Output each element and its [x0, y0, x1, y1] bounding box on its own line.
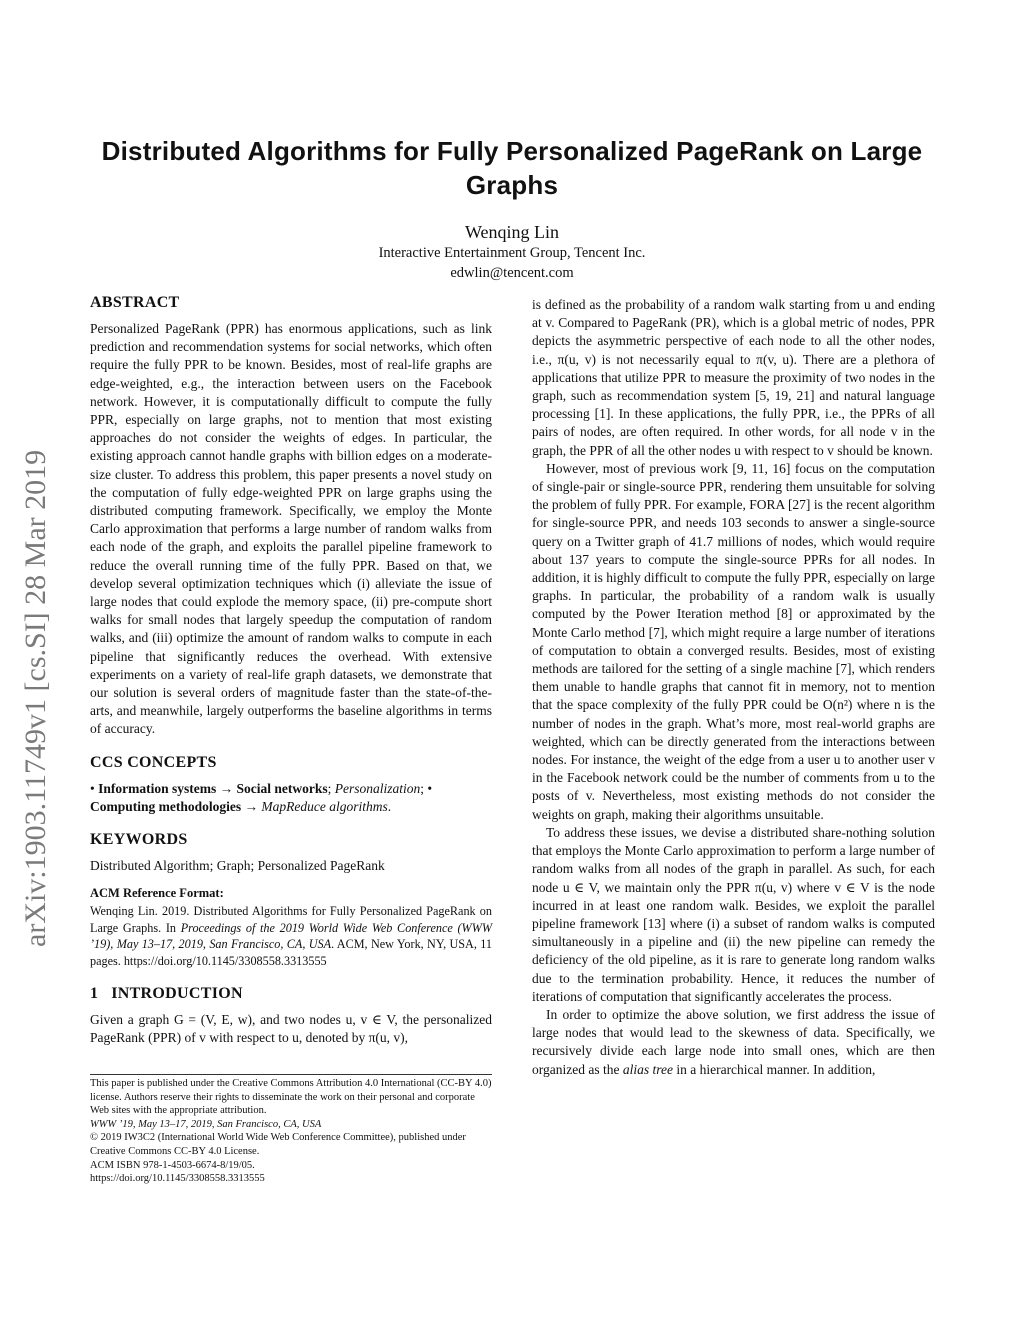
ccs-item1-main: Information systems → Social networks [98, 780, 328, 796]
right-paragraph-4-part2: in a hierarchical manner. In addition, [672, 1061, 876, 1077]
author-name: Wenqing Lin [464, 222, 560, 242]
footnote-conference: WWW ’19, May 13–17, 2019, San Francisco, CA, USA [90, 1118, 322, 1130]
ccs-item2-main: Computing methodologies → [90, 798, 262, 814]
author-affiliation: Interactive Entertainment Group, Tencent Inc. [378, 245, 646, 261]
paper-title: Distributed Algorithms for Fully Personalized PageRank on Large Graphs [101, 136, 923, 200]
abstract-heading: ABSTRACT [90, 294, 180, 311]
keywords-text: Distributed Algorithm; Graph; Personalized PageRank [90, 858, 385, 874]
right-paragraph-2: However, most of previous work [9, 11, 16] focus on the computation of single-pair or single-source PPR, rendering them unsuitable for solving the problem of fully PPR. For example, FORA [27] is the recent algorithm for single-source PPR, and needs 103 seconds to answer a single-source query on a Twitter graph of 41.7 millions of nodes, which would require about 137 years to compute the single-source PPRs for all nodes. In addition, it is highly difficult to compute the fully PPR, especially on large graphs. In particular, the probability of a random walk is usually computed by the Power Iteration method [8] or approximated by the Monte Carlo method [7], which might require a large number of iterations of computation to obtain a converged results. Besides, most of existing methods are tailored for the setting of a single machine [7], which renders them unable to handle graphs that cannot fit in memory, not to mention that the space complexity of the fully PPR could be O(n²) where n is the number of nodes in the graph. What’s more, most real-world graphs are weighted, which can be directly generated from the interactions between nodes. For instance, the weight of the edge from a user u to another user v in the Facebook network could be the number of comments from u to the posts of v. Nevertheless, most existing methods do not consider the weights on graph, making their algorithms unsuitable. [532, 460, 935, 822]
acm-ref-part2: . ACM, New York, NY, USA, 11 pages. https://doi.org/10.1145/3308558.3313555 [90, 937, 492, 969]
ccs-concepts: • Information systems → Social networks; Personalization; • Computing methodologies → MapReduce algorithms. [90, 780, 433, 814]
footnote-copyright: © 2019 IW3C2 (International World Wide Web Conference Committee), published under Creative Commons CC-BY 4.0 License. [90, 1132, 466, 1157]
author-email: edwlin@tencent.com [450, 265, 574, 281]
left-column [90, 293, 492, 1047]
footnote-doi: https://doi.org/10.1145/3308558.3313555 [90, 1173, 265, 1185]
right-column [532, 296, 935, 1079]
ccs-bullet: • [90, 780, 95, 796]
ccs-item2-sub: MapReduce algorithms [261, 798, 388, 814]
footnotes [90, 1077, 492, 1186]
keywords-heading: KEYWORDS [90, 831, 188, 849]
alias-tree-term: alias tree [622, 1061, 673, 1077]
acm-ref-part1: Wenqing Lin. 2019. Distributed Algorithms for Fully Personalized PageRank on Large Graphs. In [90, 904, 492, 935]
ccs-bullet: • [427, 780, 433, 796]
right-paragraph-3: To address these issues, we devise a distributed share-nothing solution that employs the Monte Carlo approximation to perform a large number of random walks from all nodes of the graph in parallel. As such, for each node u ∈ V, we maintain only the PPR π(u, v) where v ∈ V is the node incurred in at least one random walk. Besides, we exploit the parallel pipeline framework [13] where (i) a subset of random walks is computed simultaneously in a pipeline and (ii) the new pipeline can remedy the deficiency of the old pipeline, as it is rare to generate long random walks due to the termination probability. Hence, it reduces the number of iterations of computation that significantly accelerates the process. [532, 824, 935, 1004]
right-paragraph-4 [532, 1006, 935, 1079]
footnote-isbn: ACM ISBN 978-1-4503-6674-8/19/05. [90, 1159, 255, 1171]
right-paragraph-4-part1: In order to optimize the above solution, we first address the issue of large nodes that would lead to the skewness of data. Specifically, we recursively divide each large node into small ones, which are then organized as the [532, 1006, 935, 1077]
acm-ref-text [90, 903, 492, 969]
acm-ref-heading: ACM Reference Format: [90, 886, 224, 901]
right-paragraph-1: is defined as the probability of a random walk starting from u and ending at v. Compared to PageRank (PR), which is a global metric of nodes, PPR depicts the asymmetric perspective of each node to all the other nodes, i.e., π(u, v) is not necessarily equal to π(v, u). There are a plethora of applications that utilize PPR to measure the proximity of two nodes in the graph, such as recommendation system [5, 19, 21] and natural language processing [1]. In these applications, the fully PPR, i.e., the PPRs of all pairs of nodes, are often required. In other words, for all node v in the graph, the PPR of all the other nodes u with respect to v should be known. [532, 297, 935, 458]
acm-ref-venue: Proceedings of the 2019 World Wide Web Conference (WWW ’19), May 13–17, 2019, San Francisco, CA, USA [90, 920, 492, 952]
ccs-item1-sub: Personalization [334, 780, 421, 796]
arxiv-stamp: arXiv:1903.11749v1 [cs.SI] 28 Mar 2019 [19, 449, 52, 947]
footnote-license: This paper is published under the Creative Commons Attribution 4.0 International (CC-BY 4.0) license. Authors reserve their rights to disseminate the work on their personal and corporate Web sites with the appropriate attribution. [90, 1078, 492, 1117]
abstract-text: Personalized PageRank (PPR) has enormous applications, such as link prediction and recommendation systems for social networks, which often require the fully PPR to be known. Besides, most of real-life graphs are edge-weighted, e.g., the interaction between users on the Facebook network. However, it is computationally difficult to compute the fully PPR, especially on large graphs, not to mention that most existing approaches do not consider the weights of edges. In particular, the existing approach cannot handle graphs with billion edges on a moderate-size cluster. To address this problem, this paper presents a novel study on the computation of fully edge-weighted PPR on large graphs using the distributed computing framework. Specifically, we employ the Monte Carlo approximation that performs a large number of random walks from each node of the graph, and exploits the parallel pipeline framework to reduce the overall running time of the fully PPR. Based on that, we develop several optimization techniques which (i) alleviate the issue of large nodes that could explode the memory space, (ii) pre-compute short walks for small nodes that largely speedup the computation of random walks, and (iii) optimize the amount of random walks to compute in each pipeline that significantly reduces the overhead. With extensive experiments on a variety of real-life graph datasets, we demonstrate that our solution is several orders of magnitude faster than the state-of-the-arts, and meanwhile, largely outperforms the baseline algorithms in terms of accuracy. [90, 321, 492, 737]
intro-text: Given a graph G = (V, E, w), and two nodes u, v ∈ V, the personalized PageRank (PPR) of v with respect to u, denoted by π(u, v), [90, 1011, 492, 1045]
ccs-heading: CCS CONCEPTS [90, 753, 217, 771]
footnote-divider [90, 1074, 492, 1075]
intro-heading: 1 INTRODUCTION [90, 984, 243, 1002]
